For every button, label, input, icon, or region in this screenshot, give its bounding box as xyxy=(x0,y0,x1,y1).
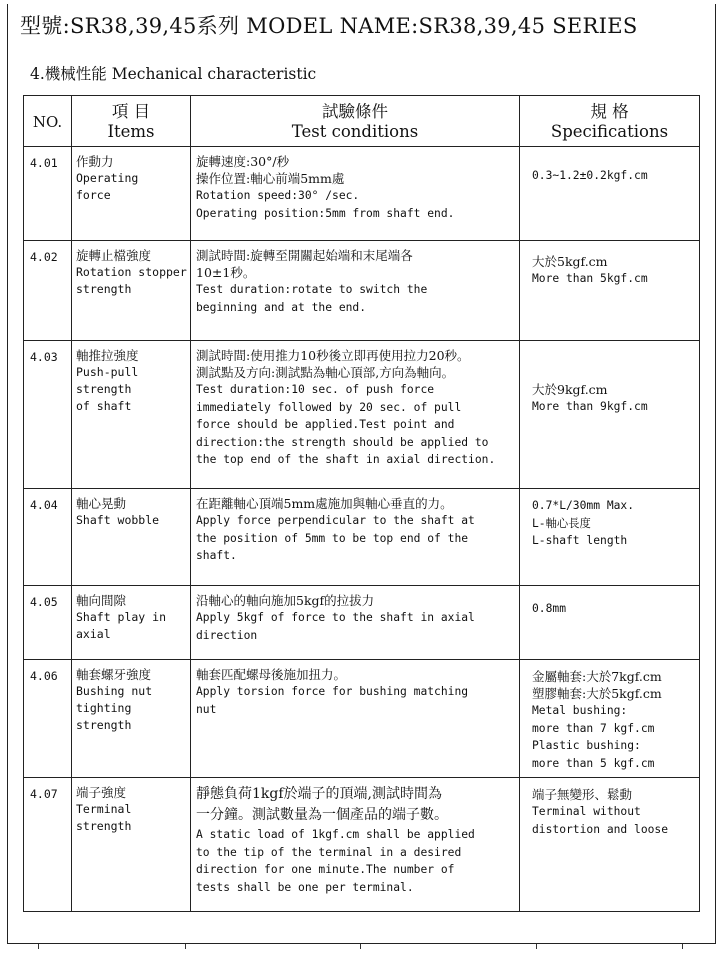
row-number: 4.04 xyxy=(24,489,72,586)
row-test-conditions xyxy=(191,778,520,912)
item-name-zh: 軸心晃動 xyxy=(76,496,127,511)
row-test-conditions xyxy=(191,241,520,341)
row-item xyxy=(72,147,191,241)
item-name-zh: 旋轉止檔強度 xyxy=(76,248,152,263)
header-conditions: 試驗條件 Test conditions xyxy=(191,96,520,147)
specifications-zh: 大於5kgf.cm xyxy=(532,254,608,269)
row-specifications xyxy=(520,489,700,586)
bottom-tick-marks xyxy=(0,944,721,953)
specifications-zh: 金屬軸套:大於7kgf.cm 塑膠軸套:大於5kgf.cm xyxy=(532,669,662,701)
specifications-en: More than 5kgf.cm xyxy=(532,272,648,285)
item-name-en: Shaft wobble xyxy=(76,513,160,527)
row-number: 4.07 xyxy=(24,778,72,912)
row-specifications xyxy=(520,778,700,912)
row-specifications xyxy=(520,660,700,778)
row-test-conditions xyxy=(191,147,520,241)
table-row xyxy=(24,586,700,660)
row-number: 4.01 xyxy=(24,147,72,241)
row-item xyxy=(72,489,191,586)
conditions-en: Rotation speed:30° /sec. Operating position:5mm from shaft end. xyxy=(196,189,455,220)
conditions-zh: 軸套匹配螺母後施加扭力。 xyxy=(196,667,347,682)
row-number: 4.03 xyxy=(24,341,72,489)
page-title: 型號:SR38,39,45系列 MODEL NAME:SR38,39,45 SERIES xyxy=(20,14,638,38)
row-specifications xyxy=(520,147,700,241)
conditions-en: Apply 5kgf of force to the shaft in axial direction xyxy=(196,611,475,642)
row-item xyxy=(72,778,191,912)
section-title: 4.機械性能 Mechanical characteristic xyxy=(30,65,317,83)
row-number: 4.06 xyxy=(24,660,72,778)
item-name-zh: 軸套螺牙強度 xyxy=(76,667,152,682)
row-specifications xyxy=(520,341,700,489)
mechanical-characteristics-table xyxy=(23,95,700,912)
row-item xyxy=(72,341,191,489)
item-name-en: Shaft play in axial xyxy=(76,610,167,641)
specifications-en: 0.7*L/30mm Max. L-軸心長度 L-shaft length xyxy=(532,499,635,547)
header-items: 項 目 Items xyxy=(72,96,191,147)
item-name-zh: 作動力 xyxy=(76,154,114,169)
item-name-zh: 端子強度 xyxy=(76,785,127,800)
specifications-en: More than 9kgf.cm xyxy=(532,400,648,413)
conditions-zh: 在距離軸心頂端5mm處施加與軸心垂直的力。 xyxy=(196,496,453,511)
item-name-en: Operating force xyxy=(76,171,139,202)
specifications-en: Terminal without distortion and loose xyxy=(532,805,669,836)
row-item xyxy=(72,586,191,660)
item-name-en: Push-pull strength of shaft xyxy=(76,365,139,413)
header-no: NO. xyxy=(24,96,72,147)
table-row xyxy=(24,241,700,341)
specifications-en: Metal bushing: more than 7 kgf.cm Plastic bushing: more than 5 kgf.cm xyxy=(532,704,655,770)
specifications-en: 0.8mm xyxy=(532,602,567,615)
row-test-conditions xyxy=(191,489,520,586)
header-specifications: 規 格 Specifications xyxy=(520,96,700,147)
conditions-zh: 靜態負荷1kgf於端子的頂端,測試時間為 一分鐘。測試數量為一個產品的端子數。 xyxy=(196,786,448,823)
table-row xyxy=(24,489,700,586)
conditions-en: Test duration:10 sec. of push force immediately followed by 20 sec. of pull force should be applied.Test point and direction:the strength should be applied to the top end of the shaft in axial direction. xyxy=(196,383,496,466)
row-specifications xyxy=(520,241,700,341)
item-name-en: Bushing nut tighting strength xyxy=(76,684,153,732)
table-row xyxy=(24,341,700,489)
conditions-zh: 旋轉速度:30°/秒 操作位置:軸心前端5mm處 xyxy=(196,154,345,186)
conditions-zh: 沿軸心的軸向施加5kgf的拉拔力 xyxy=(196,593,375,608)
row-test-conditions xyxy=(191,341,520,489)
row-test-conditions xyxy=(191,660,520,778)
row-number: 4.05 xyxy=(24,586,72,660)
specifications-zh: 大於9kgf.cm xyxy=(532,382,608,397)
specifications-zh: 端子無變形、鬆動 xyxy=(532,787,633,802)
row-test-conditions xyxy=(191,586,520,660)
conditions-en: A static load of 1kgf.cm shall be applied to the tip of the terminal in a desired direction for one minute.The number of tests shall be one per terminal. xyxy=(196,828,475,894)
item-name-en: Rotation stopper strength xyxy=(76,265,187,296)
table-row xyxy=(24,147,700,241)
table-row xyxy=(24,778,700,912)
table-row xyxy=(24,660,700,778)
row-item xyxy=(72,241,191,341)
specifications-en: 0.3~1.2±0.2kgf.cm xyxy=(532,169,648,182)
conditions-zh: 測試時間:使用推力10秒後立即再使用拉力20秒。 測試點及方向:測試點為軸心頂部,方向為軸向。 xyxy=(196,348,470,380)
item-name-zh: 軸向間隙 xyxy=(76,593,127,608)
item-name-zh: 軸推拉強度 xyxy=(76,348,139,363)
conditions-en: Test duration:rotate to switch the beginning and at the end. xyxy=(196,283,428,314)
row-specifications xyxy=(520,586,700,660)
conditions-en: Apply torsion force for bushing matching nut xyxy=(196,685,469,716)
conditions-en: Apply force perpendicular to the shaft at the position of 5mm to be top end of the shaft. xyxy=(196,514,475,562)
row-item xyxy=(72,660,191,778)
row-number: 4.02 xyxy=(24,241,72,341)
conditions-zh: 測試時間:旋轉至開關起始端和末尾端各 10±1秒。 xyxy=(196,248,413,280)
item-name-en: Terminal strength xyxy=(76,802,132,833)
